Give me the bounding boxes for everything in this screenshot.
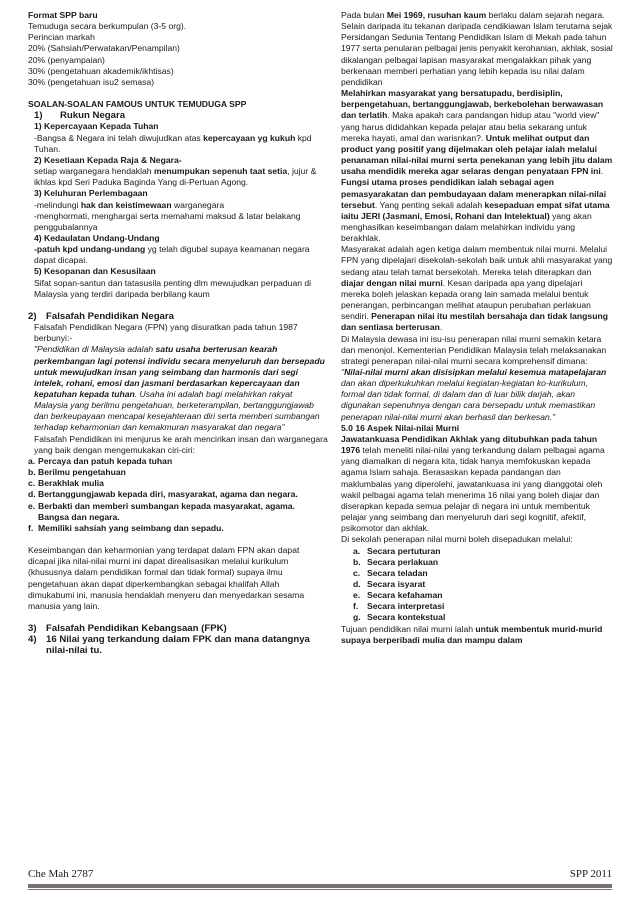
section-3-heading — [28, 623, 328, 634]
list-marker: c. — [353, 567, 361, 578]
list-text: Secara kefahaman — [367, 590, 443, 601]
soalan-title: SOALAN-SOALAN FAMOUS UNTUK TEMUDUGA SPP — [28, 99, 247, 110]
section-3-number: 3) — [28, 622, 37, 634]
section-4-heading — [28, 634, 328, 656]
format-line: 30% (pengetahuan akademik/ikhtisas) — [28, 65, 174, 76]
text-run: kpd Tuhan. — [34, 132, 312, 154]
list-marker: d. — [353, 578, 361, 589]
rukun-item-text — [34, 200, 328, 211]
list-text: Berbakti dan memberi sumbangan kepada masyarakat, agama. Bangsa dan negara. — [38, 500, 295, 522]
text-run: hak dan keistimewaan — [80, 199, 172, 210]
list-marker: f. — [28, 522, 34, 533]
fpk-quote — [34, 344, 328, 433]
list-marker: a. — [28, 455, 36, 466]
fpk-heading — [28, 311, 328, 322]
text-run: yg telah digubal supaya keamanan negara dapat dicapai. — [34, 244, 310, 266]
text-run: -patuh kpd undang-undang — [34, 244, 146, 255]
format-title: Format SPP baru — [28, 10, 98, 20]
text-run: . Yang penting sekali adalah — [374, 199, 485, 210]
list-text: Memiliki sahsiah yang seimbang dan sepadu. — [38, 522, 224, 533]
list-text: Secara perlakuan — [367, 556, 439, 567]
fpk-body — [28, 322, 328, 456]
format-line: 20% (penyampaian) — [28, 54, 105, 65]
text-run: Jawatankuasa Pendidikan Akhlak yang ditubuhkan pada tahun 1976 — [341, 433, 598, 456]
list-text: Bertanggungjawab kepada diri, masyarakat, agama dan negara. — [38, 489, 298, 500]
section-4-number: 4) — [28, 634, 37, 646]
list-item — [28, 489, 328, 500]
fpk-number: 2) — [28, 310, 37, 322]
format-line: Perincian markah — [28, 32, 95, 43]
list-text: Secara kontekstual — [367, 612, 446, 623]
text-run: menumpukan sepenuh taat setia — [153, 166, 288, 177]
list-item — [341, 590, 613, 601]
list-text: Berakhlak mulia — [38, 478, 104, 489]
list-text: Percaya dan patuh kepada tuhan — [38, 455, 173, 466]
list-text: Secara interpretasi — [367, 601, 445, 612]
rukun-item-text — [34, 133, 328, 155]
section-4-title: 16 Nilai yang terkandung dalam FPK dan mana datangnya nilai-nilai tu. — [46, 634, 310, 657]
list-item — [341, 612, 613, 623]
fpk-follow: Falsafah Pendidikan ini menjurus ke arah mencirikan insan dan warganegara yang baik dengan mengemukakan ciri-ciri: — [34, 433, 328, 455]
list-item — [28, 456, 328, 467]
rukun-title: Rukun Negara — [60, 110, 126, 122]
rukun-item-title: 5) Kesopanan dan Kesusilaan — [34, 266, 156, 277]
list-marker: g. — [353, 612, 361, 623]
rukun-list — [28, 121, 328, 300]
paragraph — [341, 88, 613, 177]
text-run: . Kesan daripada apa yang dipelajari mereka boleh jelaskan kepada orang lain samada melalui bentuk penerangan, perbincangan melihat ataupun perubahan perlakuan sendiri. — [341, 277, 591, 322]
rukun-item-text — [34, 166, 328, 188]
text-run: kepercayaan yg kukuh — [203, 132, 296, 143]
list-text: Berilmu pengetahuan — [38, 467, 126, 478]
paragraph — [341, 434, 613, 534]
list-text: Secara pertuturan — [367, 545, 441, 556]
rukun-item-title: 3) Keluhuran Perlembagaan — [34, 188, 148, 199]
format-line: 30% (pengetahuan isu2 semasa) — [28, 76, 155, 87]
quote — [341, 367, 613, 423]
text-run: warganegara — [171, 199, 225, 210]
list-item — [28, 467, 328, 478]
list-item — [341, 557, 613, 568]
page-footer — [28, 868, 612, 882]
text-run: Masyarakat adalah agen ketiga dalam membentuk nilai murni. Melalui FPN yang dipelajari disekolah-sekolah baik untuk ahli masyarakat yang sedang atau telah tamat bersekolah. Mereka telah diterapkan dan — [341, 244, 613, 277]
footer-title: SPP 2011 — [569, 868, 612, 880]
left-column — [28, 10, 328, 656]
paragraph: Di sekolah penerapan nilai murni boleh disepadukan melalui: — [341, 534, 573, 545]
paragraph — [341, 177, 613, 244]
paragraph — [341, 624, 613, 646]
list-marker: b. — [353, 556, 361, 567]
text-run: " — [552, 411, 556, 422]
list-item — [341, 568, 613, 579]
rukun-item-text: Sifat sopan-santun dan tatasusila penting dlm mewujudkan perpaduan di Malaysia yang terdiri daripada berbilang kaum — [34, 277, 312, 299]
text-run: setiap warganegara hendaklah — [34, 166, 154, 177]
text-run: kesepaduan empat sifat utama iaitu JERI (Jasmani, Emosi, Rohani dan Intelektual) — [341, 199, 610, 221]
text-run: dan akan diperkukuhkan melalui kegiatan-kegiatan ko-kurikulum, formal dan tidak formal, di dalam dan di luar bilik darjah, akan digunakan sepenuhnya dengan cara bersepadu untuk memastikan penerapan nilai-nilai murni akan berhasil dan berkesan. — [341, 378, 596, 422]
text-run: , jujur & ikhlas kpd Seri Paduka Baginda Yang di-Pertuan Agong. — [34, 166, 317, 188]
rukun-item-title: 2) Kesetiaan Kepada Raja & Negara- — [34, 154, 182, 165]
list-item — [28, 523, 328, 534]
text-run: " — [341, 367, 345, 377]
text-run: Untuk melihat output dan product yang positif yang dijelmakan oleh pelajar ialah melalui penanaman nilai-nilai murni serta penekanan yang lebih jitu dalam usaha mendidik mereka agar selaras dengan penyataan FPN ini — [341, 132, 613, 177]
list-marker: b. — [28, 467, 36, 478]
rukun-item-text — [34, 244, 328, 266]
list-marker: c. — [28, 478, 36, 489]
methods-list — [341, 546, 613, 624]
list-item — [28, 501, 328, 523]
text-run: . Maka apakah cara pandangan hidup atau "world view" yang harus dididahkan kepada pelajar atau belia sekarang untuk mereka hayati, amal dan warisnkan?. — [341, 110, 600, 143]
paragraph — [341, 10, 613, 88]
text-run: telah meneliti nilai-nilai yang terkandung dalam pelbagai agama yang diamalkan di negara kita, tidak hanya memfokuskan kepada agama Islam sahaja. Berasaskan kepada pandangan dan maklumbalas yang diperolehi, jawatankuasa ini yang dianggotai oleh wakil pelbagai agama telah menerima 16 nilai yang boleh diajar dan diserapkan kepada semua pelajar di negara ini untuk membentuk pelajar yang seimbang dan menyeluruh dari segi kognitif, afektif, psikomotor dan akhlak. — [341, 445, 605, 534]
text-run: -melindungi — [34, 199, 81, 210]
text-run: . — [439, 322, 443, 333]
text-run: -Bangsa & Negara ini telah diwujudkan atas — [34, 132, 204, 143]
text-run: Nilai-nilai murni akan disisipkan melalui kesemua matapelajaran — [344, 367, 607, 377]
list-item — [341, 546, 613, 557]
text-run: yang akan menghasilkan keseimbangan dalam melahirkan individu yang berakhlak. — [341, 210, 592, 244]
footer-rule-thin — [28, 889, 612, 890]
list-marker: e. — [28, 500, 36, 511]
list-item — [28, 478, 328, 489]
list-marker: f. — [353, 601, 359, 612]
text-run: berlaku dalam sejarah negara. Selain daripada itu tekanan daripada cendikiawan Islam terutama sejak Persidangan Sedunia Tentang Pendidikan Islam di Mekah pada tahun 1977 serta penularan pelbagai jenis penyakit kerohanian, akhlak, sosial dikalangan pelbagai lapisan masyarakat mengalakkan pihak yang berkenaan memberi perhatian yang lebih kepada isu nilai dalam pendidikan — [341, 10, 613, 87]
text-run: Mei 1969, rusuhan kaum — [386, 10, 487, 20]
text-run: Tujuan pendidikan nilai murni ialah — [341, 623, 476, 634]
text-run: Melahirkan masyarakat yang bersatupadu, berdisiplin, berpengetahuan, bertanggungjawab, berkebolehan berwawasan dan terlatih — [341, 88, 604, 121]
footer-rule-thick — [28, 884, 612, 888]
traits-list — [28, 456, 328, 534]
text-run: satu usaha berterusan kearah perkembangan lagi potensi individu secara menyeluruh dan bersepadu untuk mewujudkan insan yang seimbang dan harmonis dari segi intelek, rohani, emosi dan jasmani berdasarkan kepercayaan dan kepatuhan kepada tuhan — [34, 344, 325, 399]
text-run: Pada bulan — [341, 10, 387, 20]
rukun-item-text: -menghormati, menghargai serta memahami maksud & latar belakang penggubalannya — [34, 210, 301, 232]
list-item — [341, 601, 613, 612]
format-line: Temuduga secara berkumpulan (3-5 org). — [28, 21, 187, 32]
text-run: untuk membentuk murid-murid supaya berperibadi mulia dan mampu dalam — [341, 623, 603, 645]
list-item — [341, 579, 613, 590]
rukun-heading — [28, 110, 328, 121]
list-marker: e. — [353, 590, 361, 601]
section-5-title: 5.0 16 Aspek Nilai-nilai Murni — [341, 422, 460, 433]
footer-author: Che Mah 2787 — [28, 868, 94, 880]
text-run: diajar dengan nilai murni — [341, 277, 443, 288]
text-run: "Pendidikan di Malaysia adalah — [34, 344, 156, 355]
paragraph: Di Malaysia dewasa ini isu-isu penerapan nilai murni semakin ketara dan menonjol. Kementerian Pendidikan Malaysia telah melaksanakan strategi penerapan nilai-nilai murni secara komprehensif dimana: — [341, 333, 607, 366]
section-3-title: Falsafah Pendidikan Kebangsaan (FPK) — [46, 622, 227, 634]
rukun-item-title: 4) Kedaulatan Undang-Undang — [34, 232, 160, 243]
text-run: Fungsi utama proses pendidikan ialah sebagai agen pemasyarakatan dan pembudayaan dalam menerapkan nilai-nilai tersebut — [341, 177, 607, 210]
list-text: Secara isyarat — [367, 578, 426, 589]
fpk-title: Falsafah Pendidikan Negara — [46, 310, 174, 322]
format-line: 20% (Sahsiah/Perwatakan/Penampilan) — [28, 43, 180, 54]
right-column — [341, 10, 613, 646]
rukun-item-title: 1) Kepercayaan Kepada Tuhan — [34, 121, 159, 132]
list-marker: a. — [353, 545, 361, 556]
paragraph — [341, 244, 613, 333]
text-run: . — [600, 166, 604, 177]
list-marker: d. — [28, 489, 36, 500]
text-run: Penerapan nilai itu mestilah bersahaja dan tidak langsung dan sentiasa berterusan — [341, 311, 608, 333]
text-run: . Usaha ini adalah bagi melahirkan rakyat Malaysia yang berilmu pengetahuan, berketerampilan, bertanggungjawab dan berkeupayaan mencapai kesejahteraan diri serta memberi sumbangan terhadap keharmonian dan kemakmuran masyarakat dan negara" — [34, 389, 320, 433]
list-text: Secara teladan — [367, 567, 428, 578]
rukun-number: 1) — [34, 110, 43, 122]
fpk-intro: Falsafah Pendidikan Negara (FPN) yang disuratkan pada tahun 1987 berbunyi:- — [34, 322, 298, 344]
keseimbangan-paragraph: Keseimbangan dan keharmonian yang terdapat dalam FPN akan dapat dicapai jika nilai-nilai murni ini dapat direalisasikan melalui kurikulum (khususnya dalam pendidikan formal dan tidak formal) supaya ilmu pengetahuan akan dapat diperkembangkan sebagai khalifah Allah dimukabumi ini, manusia hendaklah menyeru dan menyedarkan sesama manusia yang lain. — [28, 545, 305, 611]
